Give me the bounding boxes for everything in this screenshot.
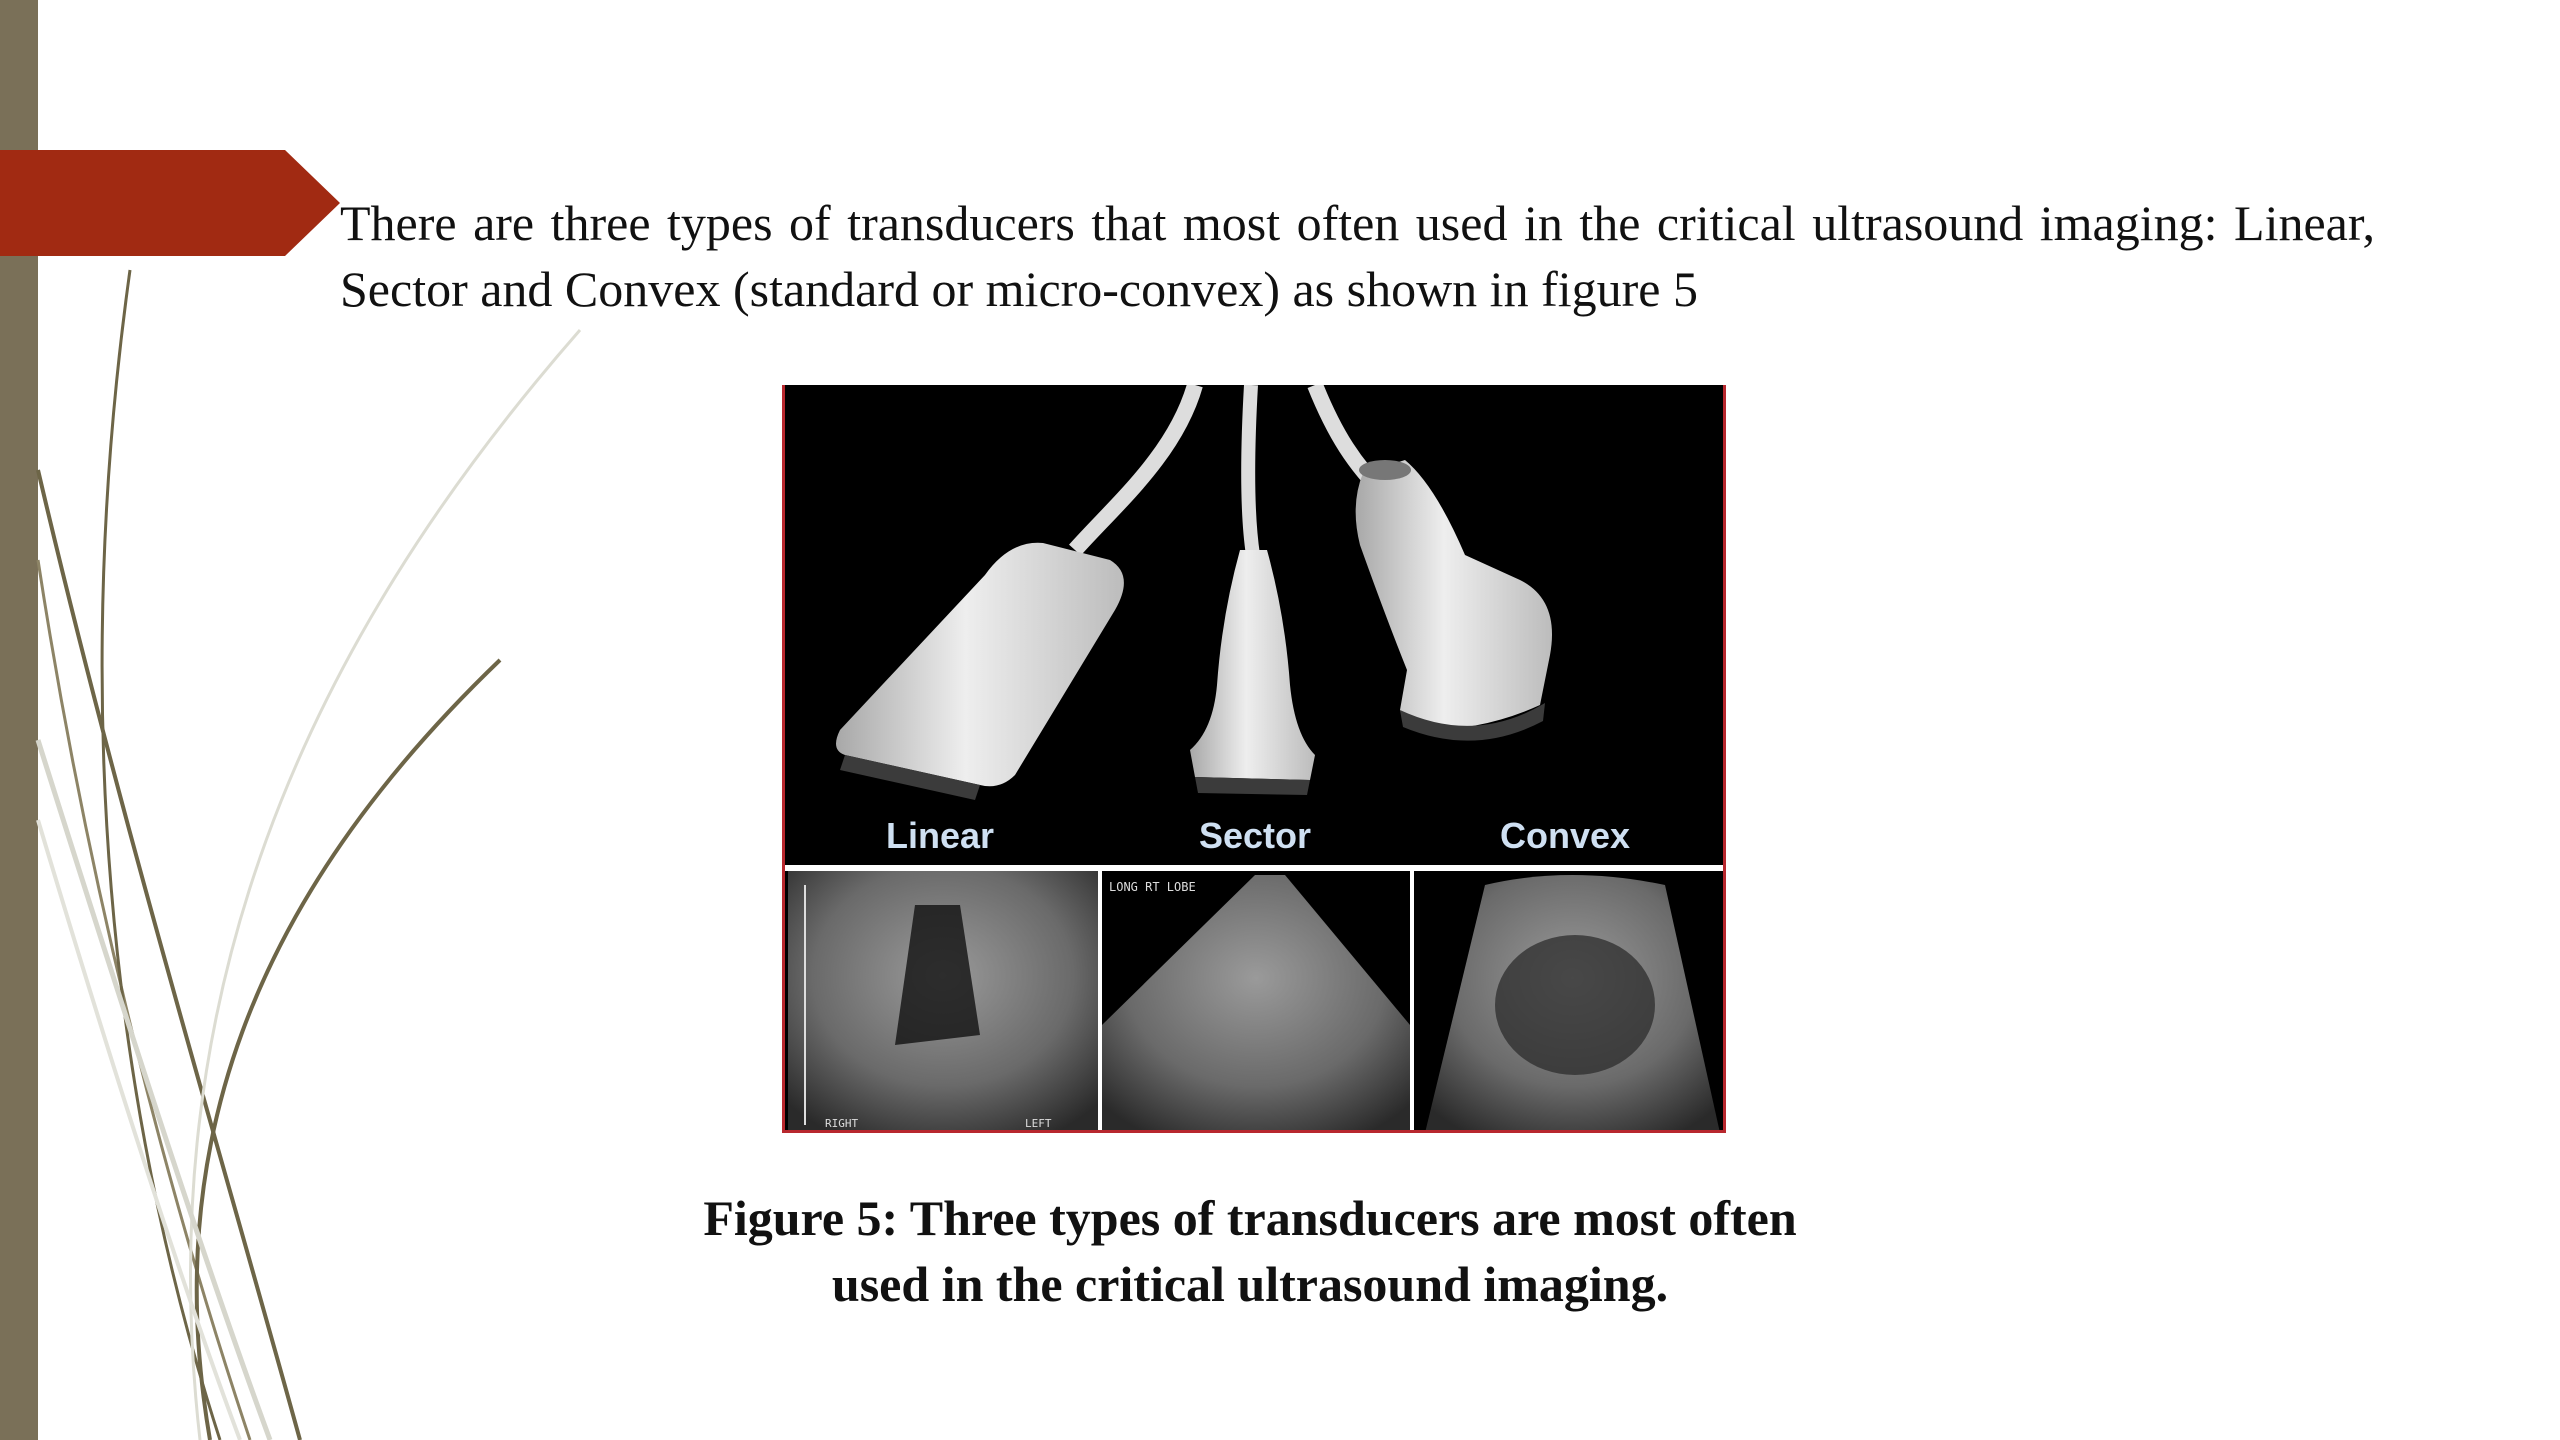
linear-scan-left-label: RIGHT bbox=[825, 1117, 859, 1130]
sector-probe bbox=[1190, 550, 1315, 780]
caption-line-1: Figure 5: Three types of transducers are most often bbox=[703, 1190, 1797, 1246]
linear-scan-right-label: LEFT bbox=[1025, 1117, 1052, 1130]
convex-scan-panel bbox=[1414, 871, 1726, 1133]
sector-probe-label: Sector bbox=[1198, 815, 1312, 856]
figure-transducers-image bbox=[782, 385, 1726, 1133]
convex-probe bbox=[1356, 460, 1552, 730]
linear-probe bbox=[836, 543, 1124, 786]
caption-line-2: used in the critical ultrasound imaging. bbox=[831, 1256, 1669, 1312]
figure-caption bbox=[560, 1185, 1940, 1317]
accent-arrow-banner bbox=[0, 150, 340, 256]
linear-cable bbox=[1075, 385, 1195, 550]
linear-scan-panel bbox=[788, 871, 1098, 1133]
linear-probe-label: Linear bbox=[885, 815, 995, 856]
sector-scan-panel bbox=[1102, 871, 1410, 1133]
transducers-illustration bbox=[785, 385, 1726, 1133]
sector-cable bbox=[1248, 385, 1253, 555]
slide-body-text: There are three types of transducers that most often used in the critical ultrasound imaging: Linear, Sector and Convex (standard or micro-convex) as shown in figure 5 bbox=[340, 195, 2375, 317]
sector-scan-overlay: LONG RT LOBE bbox=[1109, 880, 1196, 894]
convex-probe-label: Convex bbox=[1499, 815, 1631, 856]
